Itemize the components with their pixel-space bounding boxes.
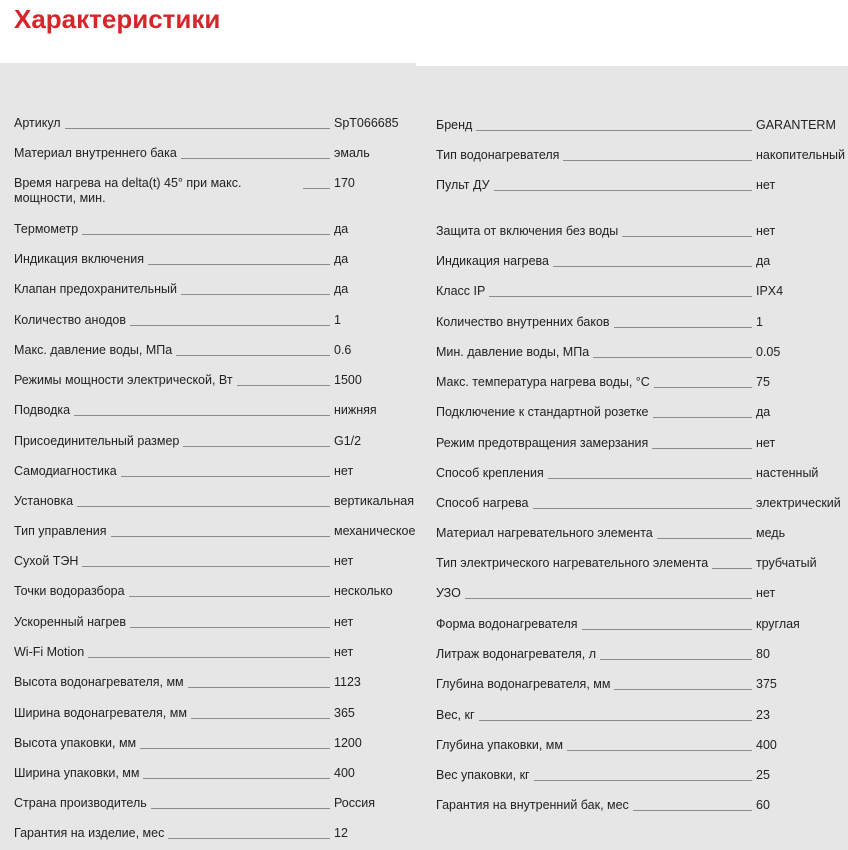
spec-value: нет	[334, 464, 354, 478]
spec-value: медь	[756, 526, 786, 540]
spec-row	[14, 706, 414, 721]
leader-line	[534, 768, 752, 781]
spec-value: Россия	[334, 796, 375, 810]
spec-value: накопительный	[756, 148, 845, 162]
spec-label: Защита от включения без воды	[436, 224, 619, 238]
spec-row	[14, 176, 414, 206]
spec-label: Гарантия на внутренний бак, мес	[436, 798, 629, 812]
spec-row	[436, 178, 848, 193]
leader-line	[77, 494, 330, 507]
spec-row	[14, 116, 414, 131]
spec-value: да	[756, 254, 771, 268]
leader-line	[191, 706, 330, 719]
leader-line	[151, 796, 330, 809]
spec-label: Гарантия на изделие, мес	[14, 826, 165, 840]
spec-row	[14, 675, 414, 690]
spec-value: электрический	[756, 496, 841, 510]
spec-label: Ширина упаковки, мм	[14, 766, 140, 780]
leader-line	[168, 826, 330, 839]
spec-row	[436, 738, 848, 753]
leader-line	[303, 176, 330, 189]
spec-value: 80	[756, 647, 770, 661]
spec-label: Индикация включения	[14, 252, 145, 266]
spec-row	[436, 556, 848, 571]
spec-row	[436, 768, 848, 783]
spec-value: нижняя	[334, 403, 377, 417]
spec-row	[14, 766, 414, 781]
leader-line	[593, 345, 752, 358]
spec-value: 400	[756, 738, 777, 752]
spec-row	[14, 615, 414, 630]
spec-value: круглая	[756, 617, 800, 631]
spec-value: 1123	[334, 675, 361, 689]
spec-value: 1	[334, 313, 341, 327]
spec-value: 1500	[334, 373, 362, 387]
spec-row	[14, 554, 414, 569]
spec-row	[14, 464, 414, 479]
spec-value: механическое	[334, 524, 416, 538]
spec-label: Точки водоразбора	[14, 584, 125, 598]
leader-line	[88, 645, 330, 658]
spec-value: эмаль	[334, 146, 370, 160]
spec-value: нет	[756, 178, 776, 192]
spec-value: 0.6	[334, 343, 352, 357]
leader-line	[130, 313, 330, 326]
spec-label: Высота водонагревателя, мм	[14, 675, 184, 689]
spec-label: Клапан предохранительный	[14, 282, 177, 296]
spec-label: Сухой ТЭН	[14, 554, 79, 568]
leader-line	[82, 222, 330, 235]
spec-label: Wi-Fi Motion	[14, 645, 85, 659]
spec-value: 25	[756, 768, 770, 782]
spec-row	[14, 584, 414, 599]
spec-row	[436, 284, 848, 299]
spec-row	[14, 434, 414, 449]
spec-value: нет	[756, 586, 776, 600]
spec-label: УЗО	[436, 586, 461, 600]
spec-value: 1200	[334, 736, 362, 750]
spec-label: Материал внутреннего бака	[14, 146, 177, 160]
spec-row	[14, 826, 414, 841]
spec-row	[436, 677, 848, 692]
spec-value: 400	[334, 766, 355, 780]
spec-label: Самодиагностика	[14, 464, 117, 478]
spec-row	[436, 496, 848, 511]
leader-line	[82, 554, 330, 567]
spec-row	[436, 224, 848, 239]
spec-label: Количество анодов	[14, 313, 127, 327]
leader-line	[129, 584, 330, 597]
spec-label: Страна производитель	[14, 796, 147, 810]
spec-label: Артикул	[14, 116, 61, 130]
spec-value: да	[334, 222, 349, 236]
spec-label: Материал нагревательного элемента	[436, 526, 653, 540]
leader-line	[614, 315, 752, 328]
leader-line	[533, 496, 753, 509]
leader-line	[494, 178, 752, 191]
spec-row	[14, 403, 414, 418]
spec-row	[436, 345, 848, 360]
leader-line	[479, 708, 752, 721]
spec-label: Глубина водонагревателя, мм	[436, 677, 611, 691]
leader-line	[712, 556, 752, 569]
leader-line	[183, 434, 330, 447]
spec-row	[14, 524, 414, 539]
spec-row	[14, 373, 414, 388]
leader-line	[582, 617, 752, 630]
spec-row	[436, 466, 848, 481]
spec-label: Присоединительный размер	[14, 434, 180, 448]
spec-label: Время нагрева на delta(t) 45° при макс. мощности, мин.	[14, 176, 242, 205]
leader-line	[654, 375, 752, 388]
leader-line	[614, 677, 752, 690]
spec-label: Глубина упаковки, мм	[436, 738, 563, 752]
leader-line	[657, 526, 752, 539]
spec-value: 75	[756, 375, 770, 389]
spec-value: да	[756, 405, 771, 419]
leader-line	[563, 148, 752, 161]
spec-value: 375	[756, 677, 777, 691]
spec-label: Тип электрического нагревательного элемента	[436, 556, 709, 570]
leader-line	[653, 405, 753, 418]
leader-line	[600, 647, 752, 660]
spec-label: Форма водонагревателя	[436, 617, 578, 631]
leader-line	[65, 116, 330, 129]
spec-value: 12	[334, 826, 348, 840]
spec-row	[14, 313, 414, 328]
spec-label: Литраж водонагревателя, л	[436, 647, 596, 661]
spec-row	[14, 645, 414, 660]
spec-value: настенный	[756, 466, 819, 480]
spec-row	[436, 526, 848, 541]
spec-value: трубчатый	[756, 556, 817, 570]
spec-value: нет	[334, 615, 354, 629]
page-title: Характеристики	[14, 4, 221, 34]
spec-value: нет	[334, 645, 354, 659]
leader-line	[465, 586, 752, 599]
spec-row	[14, 796, 414, 811]
spec-value: SpT066685	[334, 116, 399, 130]
leader-line	[548, 466, 752, 479]
spec-value: нет	[334, 554, 354, 568]
leader-line	[633, 798, 752, 811]
leader-line	[237, 373, 330, 386]
spec-row	[14, 222, 414, 237]
spec-label: Вес, кг	[436, 708, 475, 722]
spec-value: нет	[756, 436, 776, 450]
spec-label: Бренд	[436, 118, 473, 132]
spec-label: Подключение к стандартной розетке	[436, 405, 649, 419]
spec-row	[436, 405, 848, 420]
leader-line	[188, 675, 330, 688]
leader-line	[181, 146, 330, 159]
spec-label: Режимы мощности электрической, Вт	[14, 373, 233, 387]
spec-row	[14, 146, 414, 161]
spec-row	[436, 708, 848, 723]
spec-row	[436, 254, 848, 269]
spec-value: вертикальная	[334, 494, 414, 508]
leader-line	[74, 403, 330, 416]
spec-value: IPX4	[756, 284, 784, 298]
leader-line	[489, 284, 752, 297]
spec-label: Ширина водонагревателя, мм	[14, 706, 187, 720]
spec-value: 365	[334, 706, 355, 720]
spec-row	[436, 315, 848, 330]
leader-line	[652, 436, 752, 449]
spec-label: Индикация нагрева	[436, 254, 550, 268]
spec-row	[436, 647, 848, 662]
spec-value: 1	[756, 315, 763, 329]
spec-label: Ускоренный нагрев	[14, 615, 127, 629]
spec-value: G1/2	[334, 434, 362, 448]
leader-line	[622, 224, 752, 237]
spec-label: Макс. давление воды, МПа	[14, 343, 173, 357]
spec-row	[14, 252, 414, 267]
spec-row	[436, 586, 848, 601]
leader-line	[148, 252, 330, 265]
spec-value: нет	[756, 224, 776, 238]
spec-label: Класс IP	[436, 284, 486, 298]
spec-value: 60	[756, 798, 770, 812]
spec-label: Пульт ДУ	[436, 178, 490, 192]
spec-value: GARANTERM	[756, 118, 836, 132]
leader-line	[476, 118, 752, 131]
spec-label: Вес упаковки, кг	[436, 768, 530, 782]
leader-line	[567, 738, 752, 751]
leader-line	[143, 766, 330, 779]
spec-label: Высота упаковки, мм	[14, 736, 137, 750]
spec-row	[436, 148, 848, 163]
spec-label: Макс. температура нагрева воды, °С	[436, 375, 650, 389]
spec-row	[14, 282, 414, 297]
spec-value: да	[334, 252, 349, 266]
leader-line	[181, 282, 330, 295]
spec-label: Тип водонагревателя	[436, 148, 560, 162]
spec-row	[436, 375, 848, 390]
spec-value: да	[334, 282, 349, 296]
spec-row	[436, 617, 848, 632]
spec-row	[14, 494, 414, 509]
spec-value: 170	[334, 176, 355, 190]
spec-label: Режим предотвращения замерзания	[436, 436, 649, 450]
leader-line	[130, 615, 330, 628]
leader-line	[553, 254, 752, 267]
spec-label: Подводка	[14, 403, 71, 417]
spec-row	[436, 118, 848, 133]
leader-line	[176, 343, 330, 356]
spec-value: 0.05	[756, 345, 781, 359]
spec-row	[14, 736, 414, 751]
spec-value: несколько	[334, 584, 393, 598]
spec-row	[14, 343, 414, 358]
spec-label: Тип управления	[14, 524, 107, 538]
spec-label: Количество внутренних баков	[436, 315, 610, 329]
spec-label: Способ нагрева	[436, 496, 529, 510]
spec-label: Способ крепления	[436, 466, 544, 480]
spec-label: Термометр	[14, 222, 79, 236]
spec-row	[436, 436, 848, 451]
leader-line	[111, 524, 331, 537]
leader-line	[121, 464, 330, 477]
spec-label: Мин. давление воды, МПа	[436, 345, 590, 359]
leader-line	[140, 736, 330, 749]
spec-label: Установка	[14, 494, 74, 508]
spec-value: 23	[756, 708, 770, 722]
spec-row	[436, 798, 848, 813]
